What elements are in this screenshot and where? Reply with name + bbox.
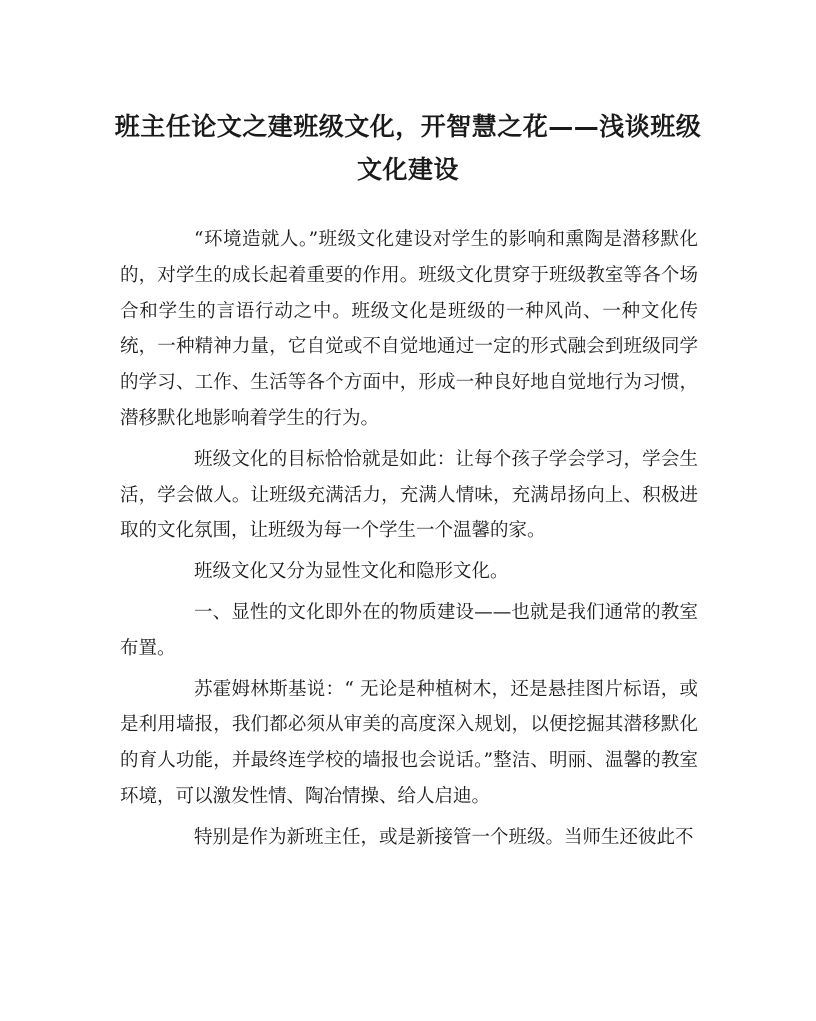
paragraph: 班级文化又分为显性文化和隐形文化。 — [194, 561, 509, 583]
paragraph: 特别是作为新班主任，或是新接管一个班级。当师生还彼此不 — [194, 826, 694, 848]
paragraph: 一、显性的文化即外在的物质建设——也就是我们通常的教室布置。 — [120, 601, 698, 659]
paragraph: 苏霍姆林斯基说：“ 无论是种植树木，还是悬挂图片标语，或是利用墙报，我们都必须从审美的高度深入规划，以便挖掘其潜移默化的育人功能，并最终连学校的墙报也会说话。”整洁、明丽、温馨的教室环境，可以激发性情、陶冶情操、给人启迪。 — [120, 678, 698, 807]
paragraph: “环境造就人。”班级文化建设对学生的影响和熏陶是潜移默化的，对学生的成长起着重要的作用。班级文化贯穿于班级教室等各个场合和学生的言语行动之中。班级文化是班级的一种风尚、一种文化传统，一种精神力量，它自觉或不自觉地通过一定的形式融会到班级同学的学习、工作、生活等各个方面中，形成一种良好地自觉地行为习惯，潜移默化地影响着学生的行为。 — [120, 229, 698, 429]
paragraph: 班级文化的目标恰恰就是如此：让每个孩子学会学习，学会生活，学会做人。让班级充满活力，充满人情味，充满昂扬向上、积极进取的文化氛围，让班级为每一个学生一个温馨的家。 — [120, 448, 698, 542]
document-body — [120, 222, 698, 861]
document-title: 班主任论文之建班级文化，开智慧之花——浅谈班级文化建设 — [114, 112, 702, 184]
